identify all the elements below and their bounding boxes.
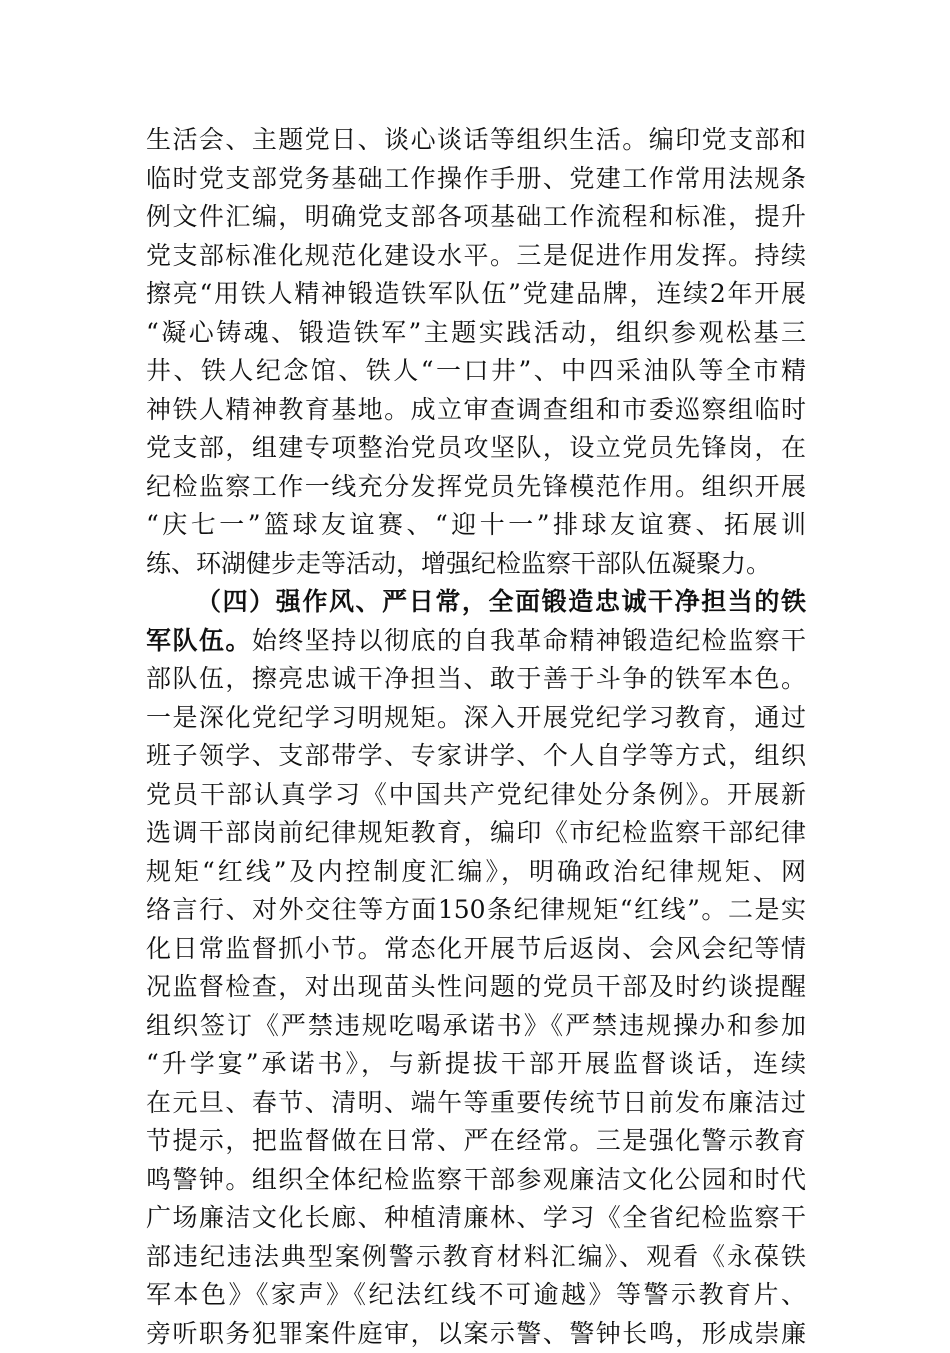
document-body xyxy=(146,121,806,1353)
text-line: 络言行、对外交往等方面150条纪律规矩“红线”。二是实 xyxy=(146,891,806,930)
text-line: “升学宴”承诺书》，与新提拔干部开展监督谈话，连续 xyxy=(146,1045,806,1084)
text-line: 生活会、主题党日、谈心谈话等组织生活。编印党支部和 xyxy=(146,121,806,160)
text-line: 班子领学、支部带学、专家讲学、个人自学等方式，组织 xyxy=(146,737,806,776)
text-line: 一是深化党纪学习明规矩。深入开展党纪学习教育，通过 xyxy=(146,699,806,738)
text-line: 党员干部认真学习《中国共产党纪律处分条例》。开展新 xyxy=(146,776,806,815)
text-line: 节提示，把监督做在日常、严在经常。三是强化警示教育 xyxy=(146,1122,806,1161)
section-heading-line: （四）强作风、严日常，全面锻造忠诚干净担当的铁 xyxy=(146,583,806,622)
text-line: 广场廉洁文化长廊、种植清廉林、学习《全省纪检监察干 xyxy=(146,1199,806,1238)
paragraph-start: 始终坚持以彻底的自我革命精神锻造纪检监察干 xyxy=(252,626,806,655)
section-heading-tail: 军队伍。 xyxy=(146,626,252,655)
text-line: 规矩“红线”及内控制度汇编》，明确政治纪律规矩、网 xyxy=(146,853,806,892)
text-line: 部队伍，擦亮忠诚干净担当、敢于善于斗争的铁军本色。 xyxy=(146,660,806,699)
text-line: 选调干部岗前纪律规矩教育，编印《市纪检监察干部纪律 xyxy=(146,814,806,853)
text-line: 党支部标准化规范化建设水平。三是促进作用发挥。持续 xyxy=(146,237,806,276)
text-line: 练、环湖健步走等活动，增强纪检监察干部队伍凝聚力。 xyxy=(146,545,806,584)
text-line: 军本色》《家声》《纪法红线不可逾越》等警示教育片、 xyxy=(146,1276,806,1315)
text-line: 况监督检查，对出现苗头性问题的党员干部及时约谈提醒 xyxy=(146,968,806,1007)
text-line: 鸣警钟。组织全体纪检监察干部参观廉洁文化公园和时代 xyxy=(146,1161,806,1200)
text-line: 纪检监察工作一线充分发挥党员先锋模范作用。组织开展 xyxy=(146,468,806,507)
text-line: 神铁人精神教育基地。成立审查调查组和市委巡察组临时 xyxy=(146,391,806,430)
text-line: 临时党支部党务基础工作操作手册、党建工作常用法规条 xyxy=(146,160,806,199)
text-line: 在元旦、春节、清明、端午等重要传统节日前发布廉洁过 xyxy=(146,1084,806,1123)
text-line: 擦亮“用铁人精神锻造铁军队伍”党建品牌，连续2年开展 xyxy=(146,275,806,314)
text-line: 党支部，组建专项整治党员攻坚队，设立党员先锋岗，在 xyxy=(146,429,806,468)
text-line: 旁听职务犯罪案件庭审，以案示警、警钟长鸣，形成崇廉 xyxy=(146,1315,806,1353)
text-line: 井、铁人纪念馆、铁人“一口井”、中四采油队等全市精 xyxy=(146,352,806,391)
text-line: 部违纪违法典型案例警示教育材料汇编》、观看《永葆铁 xyxy=(146,1238,806,1277)
text-line: 组织签订《严禁违规吃喝承诺书》《严禁违规操办和参加 xyxy=(146,1007,806,1046)
text-line: “凝心铸魂、锻造铁军”主题实践活动，组织参观松基三 xyxy=(146,314,806,353)
text-line: 例文件汇编，明确党支部各项基础工作流程和标准，提升 xyxy=(146,198,806,237)
text-line: “庆七一”篮球友谊赛、“迎十一”排球友谊赛、拓展训 xyxy=(146,506,806,545)
section-heading-continuation xyxy=(146,622,806,661)
text-line: 化日常监督抓小节。常态化开展节后返岗、会风会纪等情 xyxy=(146,930,806,969)
